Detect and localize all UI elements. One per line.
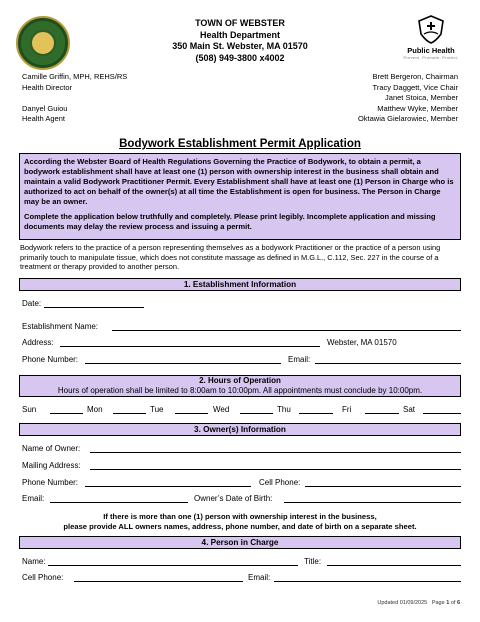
pic-name-field[interactable] (48, 565, 298, 566)
owner-dob-field[interactable] (284, 502, 461, 503)
hours-field-thu[interactable] (299, 413, 333, 414)
board-member: Tracy Daggett, Vice Chair (372, 82, 458, 92)
staff-list (22, 72, 127, 125)
intro-paragraph: Complete the application below truthfully and completely. Please print legibly. Incomplete application and missing documents may delay the review process and issuing a permit. (24, 212, 436, 231)
section-header-person-in-charge: 4. Person in Charge (19, 536, 461, 549)
pic-cell-label: Cell Phone: (22, 573, 64, 582)
staff-line: Health Director (22, 82, 73, 92)
pic-cell-field[interactable] (74, 581, 243, 582)
owner-cell-field[interactable] (305, 486, 461, 487)
page-footer (377, 600, 460, 606)
hours-field-mon[interactable] (113, 413, 146, 414)
day-label-sun: Sun (22, 405, 37, 414)
department-address: 350 Main St. Webster, MA 01570 (172, 41, 308, 51)
letterhead (130, 18, 350, 64)
board-list (358, 72, 458, 125)
pic-name-label: Name: (22, 557, 46, 566)
pic-title-label: Title: (304, 557, 322, 566)
pic-email-field[interactable] (274, 581, 461, 582)
owner-phone-field[interactable] (85, 486, 251, 487)
board-member: Matthew Wyke, Member (377, 103, 458, 113)
intro-paragraph: According the Webster Board of Health Regulations Governing the Practice of Bodywork, to obtain a permit, a bodywork establishment shall have at least one (1) person with ownership interest in the business shall obtain and maintain a valid Bodywork Practitioner Permit. Every Establishment shall have at least one (1) Person in Charge who is authorized to act on behalf of the owner(s) at all time the Establishment is open for business. The Person in Charge may be an owner. (24, 157, 454, 206)
pic-email-label: Email: (248, 573, 271, 582)
section-header-establishment: 1. Establishment Information (19, 278, 461, 291)
department-name: Health Department (199, 29, 280, 40)
bodywork-definition: Bodywork refers to the practice of a person representing themselves as a bodywork Practitioner or the practice of a person using primarily touch to manipulate tissue, which does not constitute massage as defined in M.G.L., C.112, Sec. 227 in the course of a treatment or therapy provided to another person. (20, 243, 441, 272)
page-label: Page (431, 600, 445, 606)
day-label-sat: Sat (403, 405, 416, 414)
public-health-logo (398, 14, 464, 60)
hours-field-tue[interactable] (175, 413, 208, 414)
page-number: 1 (446, 600, 450, 606)
owner-name-field[interactable] (90, 452, 461, 453)
day-label-fri: Fri (342, 405, 352, 414)
town-seal-logo (16, 16, 70, 70)
establishment-phone-field[interactable] (85, 363, 281, 364)
page-total: 6 (456, 600, 460, 606)
multiple-owners-note-line: If there is more than one (1) person with ownership interest in the business, (103, 512, 377, 521)
establishment-email-field[interactable] (315, 363, 461, 364)
staff-line: Health Agent (22, 114, 65, 123)
public-health-logo-title: Public Health (407, 46, 455, 55)
hours-field-wed[interactable] (240, 413, 273, 414)
form-title: Bodywork Establishment Permit Application (119, 138, 361, 150)
day-label-thu: Thu (277, 405, 291, 414)
updated-date: Updated 01/09/2025 (377, 600, 428, 606)
multiple-owners-note-line: please provide ALL owners names, address, phone number, and date of birth on a separate sheet. (63, 522, 417, 531)
establishment-email-label: Email: (288, 355, 311, 364)
owner-email-label: Email: (22, 494, 45, 503)
hours-field-sun[interactable] (50, 413, 83, 414)
staff-line (22, 93, 127, 104)
town-name: TOWN OF WEBSTER (195, 18, 285, 28)
owner-mailing-label: Mailing Address: (22, 461, 81, 470)
page-of: of (450, 600, 456, 606)
establishment-address-label: Address: (22, 338, 54, 347)
public-health-shield-icon (416, 14, 446, 44)
date-label: Date: (22, 299, 42, 308)
establishment-name-field[interactable] (112, 330, 461, 331)
owner-cell-label: Cell Phone: (259, 478, 301, 487)
multiple-owners-note (0, 512, 480, 532)
owner-email-field[interactable] (50, 502, 188, 503)
hours-field-sat[interactable] (423, 413, 461, 414)
establishment-name-label: Establishment Name: (22, 322, 99, 331)
day-label-mon: Mon (87, 405, 103, 414)
owner-dob-label: Owner’s Date of Birth: (194, 494, 273, 503)
hours-field-fri[interactable] (365, 413, 399, 414)
owner-mailing-field[interactable] (90, 469, 461, 470)
hours-box (19, 375, 461, 397)
board-member: Janet Stoica, Member (385, 93, 458, 102)
board-member: Oktawia Gielarowiec, Member (357, 114, 458, 123)
public-health-logo-subtitle: Prevent. Promote. Protect. (403, 55, 459, 60)
date-field[interactable] (44, 307, 144, 308)
hours-note: Hours of operation shall be limited to 8:00am to 10:00pm. All appointments must conclude by 10:00pm. (57, 386, 423, 395)
staff-line: Camille Griffin, MPH, REHS/RS (22, 72, 128, 81)
intro-box (19, 153, 461, 240)
owner-phone-label: Phone Number: (22, 478, 79, 487)
pic-title-field[interactable] (327, 565, 461, 566)
establishment-address-field[interactable] (60, 346, 320, 347)
section-header-owners: 3. Owner(s) Information (19, 423, 461, 436)
board-member: Brett Bergeron, Chairman (372, 72, 458, 81)
establishment-city: Webster, MA 01570 (327, 338, 397, 347)
day-label-tue: Tue (150, 405, 164, 414)
day-label-wed: Wed (213, 405, 230, 414)
establishment-phone-label: Phone Number: (22, 355, 79, 364)
owner-name-label: Name of Owner: (22, 444, 81, 453)
section-header-hours: 2. Hours of Operation (199, 376, 281, 385)
department-phone: (508) 949-3800 x4002 (195, 52, 285, 63)
staff-line: Danyel Guiou (22, 103, 68, 113)
